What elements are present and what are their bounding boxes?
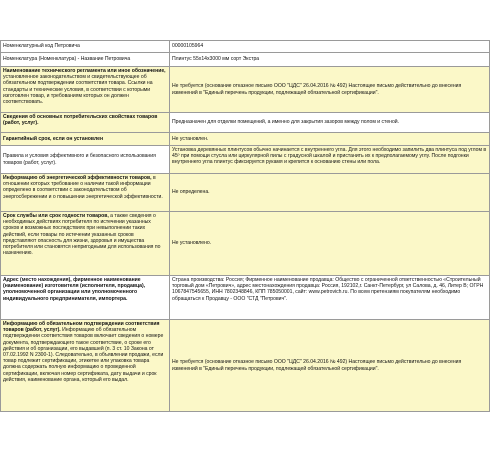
row-label-bold: Информацию об обязательном подтверждении соответствия товаров (работ, услуг). — [3, 321, 160, 334]
row-value: Не требуется (основание отказное письмо ООО "ЦДС" 26.04.2016 № 492) Настоящее письмо действительно до внесения изменений в "Единый перечень продукции, подлежащей обязательной сертификации". — [170, 67, 490, 112]
row-value: Установка деревянных плинтусов обычно начинается с внутреннего угла. Для этого необходимо запилить два плинтуса под углом в 45º при помощи стусла или циркулярной пилы с градусной шкалой и пристанить их к предполагаемому углу. После подгонки внутреннего угла плинтус фиксируется рукамя и крепится к основанию стены или пола. — [170, 146, 490, 173]
row-label — [0, 53, 170, 66]
row-label — [0, 113, 170, 132]
product-info-table — [0, 40, 490, 412]
table-row — [0, 53, 490, 67]
table-row — [0, 146, 490, 174]
row-value — [170, 53, 490, 66]
row-label — [0, 133, 170, 145]
row-value: Не требуется (основание отказное письмо ООО "ЦДС" 26.04.2016 № 492) Настоящее письмо действительно до внесения изменений в "Единый перечень продукции, подлежащей обязательной сертификации". — [170, 320, 490, 411]
row-value: Страна производства: Россия; Фирменное наименование продавца: Общество с ограниченной ответственностью «Строительный торговый дом «Петрович», адрес местонахождения продавца: Россия, 192102,г. Санкт-Петербург, ул Салова, д. 46, Литер В; ОГРН 1067847545655, ИНН 7802348846, КПП 785050001, сайт: www.petrovich.ru. По всем претензиям покупателям необходимо обращаться к Продавцу - ООО "СТД "Петрович". — [170, 276, 490, 319]
row-label — [0, 146, 170, 173]
row-value: Не установлено. — [170, 212, 490, 275]
row-value: Не установлен. — [170, 133, 490, 145]
row-label-text: а также сведения о необходимых действиях потребителя по истечении указанных сроков и возможных последствиях при невыполнении таких действий, если товары по истечении указанных сроков представляют опасность для жизни, здоровья и имущества потребителя или становятся непригодными для использования по назначению. — [3, 213, 161, 257]
row-label — [0, 276, 170, 319]
table-row — [0, 41, 490, 53]
table-row — [0, 67, 490, 113]
table-row — [0, 133, 490, 146]
row-value: Предназначен для отделки помещений, а именно для закрытия зазоров между полом и стеной. — [170, 113, 490, 132]
row-label — [0, 212, 170, 275]
row-label-text: Информацию об обязательном подтверждении соответствия товаров включает сведения о номере документа, подтверждающего такое соответствие, о сроке его действия и об организации, его выдавшей (п. 3 ст. 10 Закона от 07.02.1992 N 2300-1). Следовательно, в объявлении продажи, если товар подлежит сертификации, этикетке или упаковка товара должна содержать полную информацию о проведенной сертификации, включая номер сертификата, дату выдачи и срок действия, наименование органа, который его выдал. — [3, 327, 164, 383]
row-label-text: установленное законодательством и свидетельствующее об обязательном подтверждении соответствия товара. Ссылки на стандарты и технические условия, в соответствии с которыми изготовлен товар, и требованиям которых он должен соответствовать. — [3, 74, 153, 106]
table-row — [0, 174, 490, 212]
row-label — [0, 174, 170, 211]
row-label-text: Номенклатура (Номенклатура) - Название Петровича — [3, 56, 131, 63]
row-label — [0, 320, 170, 411]
row-label-bold: Сведения об основных потребительских свойствах товаров (работ, услуг). — [3, 114, 158, 127]
row-label-bold: Срок службы или срок годности товаров, — [3, 213, 109, 219]
table-row — [0, 212, 490, 276]
row-label-text: Правила и условия эффективного и безопасного использования товаров (работ, услуг). — [3, 153, 156, 166]
row-label-text: в отношении которых требование о наличии такой информации определено в соответствии с законодательством об энергосбережении и о повышении энергетической эффективности. — [3, 175, 163, 200]
row-label-bold: Адрес (место нахождения), фирменное наименование (наименование) изготовителя (исполнителя, продавца), уполномоченной организации или уполномоченного индивидуального предпринимателя, импортера. — [3, 277, 146, 302]
row-label — [0, 67, 170, 112]
row-label-bold: Наименование технического регламента или иное обозначение, — [3, 68, 166, 74]
row-label — [0, 41, 170, 52]
row-value: Не определена. — [170, 174, 490, 211]
product-name: Плинтус 55х14х3000 мм сорт Экстра — [172, 56, 260, 63]
table-row — [0, 276, 490, 320]
row-label-bold: Информацию об энергетической эффективности товаров, — [3, 175, 152, 181]
row-label-bold: Гарантийный срок, если он установлен — [3, 135, 104, 142]
table-row — [0, 113, 490, 133]
row-label-text: Номенклатурный код Петровича — [3, 43, 80, 50]
row-value: 00000105964 — [170, 41, 490, 52]
table-row — [0, 320, 490, 412]
